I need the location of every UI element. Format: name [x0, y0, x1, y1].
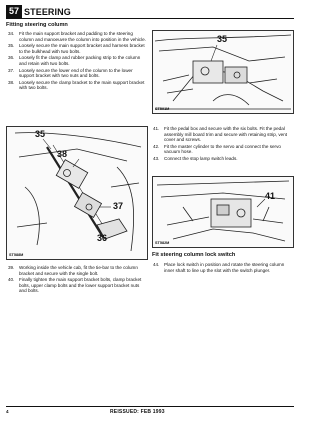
reissue-date: REISSUED: FEB 1993	[110, 409, 165, 415]
step-text: Connect the stop lamp switch leads.	[164, 155, 238, 161]
step-number: 39.	[8, 265, 15, 270]
section-subtitle-lock-switch: Fit steering column lock switch	[152, 252, 236, 258]
figure-upper-bracket	[152, 30, 294, 114]
callout-35: 35	[217, 34, 228, 44]
steps-left-top	[8, 31, 146, 92]
callout-36: 36	[97, 233, 108, 243]
figure-code: ST582M	[155, 241, 170, 245]
step-43	[153, 156, 293, 162]
step-text: Finally tighten the main support bracket bolts, clamp bracket bolts, upper clamp bolts and the lower support bracket nuts and bolts.	[19, 277, 142, 294]
step-number: 43.	[153, 155, 160, 161]
step-text: Working inside the vehicle cab, fit the tie-bar to the column bracket and secure with the single bolt.	[19, 265, 138, 276]
step-text: Loosely secure the lower end of the column to the lower support bracket with two nuts and bolts.	[19, 67, 133, 79]
figure-code: ST591M	[155, 107, 170, 111]
step-41	[153, 126, 293, 143]
steps-right-top	[153, 126, 293, 163]
step-number: 41.	[153, 126, 160, 131]
steps-right-bottom	[153, 262, 293, 274]
step-text: Fit the master cylinder to the servo and connect the servo vacuum hose.	[164, 143, 281, 155]
figure-pedal-box	[152, 176, 294, 248]
page-subtitle: Fitting steering column	[6, 22, 68, 28]
footer-rule	[6, 406, 294, 407]
step-number: 38.	[8, 79, 15, 85]
step-text: Fit the main support bracket and padding to the steering column and manoeuvre the column into position in the vehicle.	[19, 31, 146, 42]
step-40	[8, 277, 146, 294]
figure-column-assembly	[6, 126, 148, 260]
step-number: 42.	[153, 143, 160, 149]
callout-41: 41	[265, 191, 276, 201]
page-number: 4	[6, 409, 9, 414]
step-35	[8, 43, 146, 54]
step-number: 40.	[8, 277, 15, 283]
callout-38: 38	[57, 149, 68, 159]
header-rule	[6, 18, 294, 19]
step-number: 37.	[8, 67, 15, 73]
step-number: 44.	[153, 262, 160, 267]
step-39	[8, 265, 146, 276]
step-34	[8, 31, 146, 42]
section-number: 57	[6, 5, 22, 18]
step-number: 35.	[8, 43, 15, 49]
step-number: 36.	[8, 55, 15, 61]
step-36	[8, 55, 146, 66]
step-text: Loosely secure the main support bracket and harness bracket to the bulkhead with two bolts.	[19, 43, 145, 54]
step-37	[8, 68, 146, 79]
step-text: Loosely fit the clamp and rubber packing strip to the column and retain with two bolts.	[19, 55, 141, 66]
step-38	[8, 80, 146, 91]
step-44	[153, 262, 293, 273]
callout-35: 35	[35, 129, 46, 139]
step-number: 34.	[8, 31, 15, 36]
step-text: Loosely secure the clamp bracket to the main support bracket with two bolts.	[19, 79, 145, 91]
figure-code: ST588M	[9, 253, 24, 257]
callout-37: 37	[113, 201, 124, 211]
step-text: Fit the pedal box and secure with the six bolts. Fit the pedal assembly mill board trim and secure with retaining strip, vent cover and screws.	[164, 126, 288, 143]
step-text: Place lock switch in position and rotate the steering column inner shaft to line up the slot with the switch plunger.	[164, 262, 285, 273]
section-header	[6, 6, 71, 17]
steps-left-bottom	[8, 265, 146, 295]
section-title: STEERING	[24, 6, 71, 17]
step-42	[153, 144, 293, 155]
